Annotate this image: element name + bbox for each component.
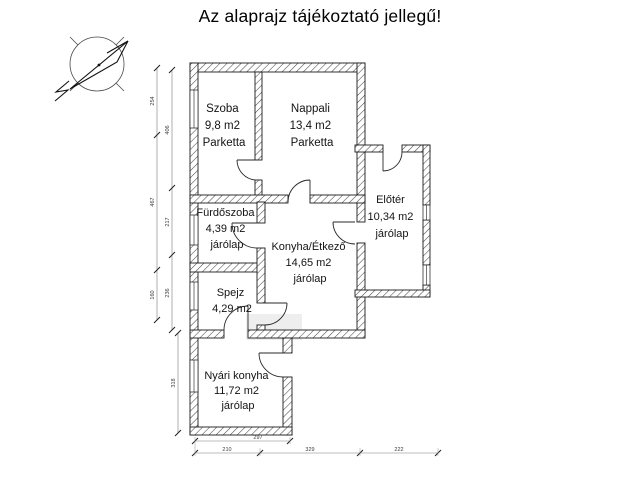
wall-segment bbox=[255, 72, 262, 160]
wall-segment bbox=[190, 63, 365, 72]
wall-segment bbox=[310, 195, 365, 203]
wall-segment bbox=[423, 220, 430, 265]
north-arrow bbox=[55, 37, 128, 101]
furdoszoba-label bbox=[196, 207, 257, 251]
room-floor: Parketta bbox=[290, 137, 334, 149]
dimension-value: 217 bbox=[165, 217, 171, 227]
room-area: 4,39 m2 bbox=[205, 223, 246, 235]
north-arrow-tail-zigzag bbox=[55, 81, 69, 101]
room-floor: Parketta bbox=[202, 137, 246, 149]
door-szoba bbox=[237, 160, 257, 180]
room-floor: járólap bbox=[375, 228, 409, 240]
room-floor: járólap bbox=[210, 239, 244, 251]
dimension-value: 254 bbox=[150, 96, 156, 106]
wall-segment bbox=[423, 145, 430, 205]
dimension-value: 160 bbox=[150, 290, 156, 300]
nappali-label bbox=[290, 103, 335, 149]
room-floor: járólap bbox=[293, 273, 327, 285]
nyari-konyha-label bbox=[204, 370, 271, 412]
room-area: 9,8 m2 bbox=[204, 120, 240, 132]
dimension-value: 406 bbox=[165, 125, 171, 135]
room-name: Fürdőszoba bbox=[196, 207, 255, 219]
wall-segment bbox=[257, 202, 265, 223]
wall-segment bbox=[355, 290, 430, 297]
konyha-label bbox=[271, 240, 348, 285]
spejz-label bbox=[212, 287, 252, 315]
door-nappali bbox=[288, 180, 310, 202]
dimension-value: 210 bbox=[222, 447, 232, 453]
room-name: Nappali bbox=[290, 103, 330, 115]
room-area: 13,4 m2 bbox=[289, 120, 332, 132]
room-area: 10,34 m2 bbox=[367, 211, 414, 223]
room-area: 14,65 m2 bbox=[285, 257, 332, 269]
dimension-value: 222 bbox=[394, 447, 404, 453]
wall-segment bbox=[355, 145, 383, 152]
room-labels bbox=[196, 103, 416, 412]
page-title: Az alaprajz tájékoztató jellegű! bbox=[198, 6, 442, 26]
wall-segment bbox=[248, 330, 365, 338]
dimension-value: 329 bbox=[305, 447, 315, 453]
szoba-label bbox=[203, 103, 246, 149]
room-name: Nyári konyha bbox=[204, 370, 269, 382]
room-floor: járólap bbox=[221, 400, 255, 412]
room-name: Előtér bbox=[376, 194, 405, 206]
dimension-value: 467 bbox=[150, 197, 156, 207]
door-eloter-entry bbox=[383, 152, 402, 171]
room-name: Konyha/Étkező bbox=[271, 241, 346, 253]
room-name: Spejz bbox=[216, 287, 245, 299]
dimension-value: 297 bbox=[253, 435, 263, 441]
wall-segment bbox=[283, 338, 292, 353]
wall-segment bbox=[190, 330, 224, 338]
dimension-value: 236 bbox=[165, 288, 171, 298]
eloter-label bbox=[368, 194, 417, 240]
room-area: 4,29 m2 bbox=[212, 303, 252, 315]
dimension-value: 318 bbox=[171, 378, 177, 388]
room-area: 11,72 m2 bbox=[213, 385, 259, 397]
wall-segment bbox=[283, 377, 292, 435]
wall-segment bbox=[257, 248, 265, 303]
compass-center-dot bbox=[98, 64, 101, 67]
room-name: Szoba bbox=[206, 103, 239, 115]
wall-segment bbox=[190, 195, 288, 203]
wall-segment bbox=[190, 263, 265, 272]
wall-segment bbox=[190, 427, 292, 435]
